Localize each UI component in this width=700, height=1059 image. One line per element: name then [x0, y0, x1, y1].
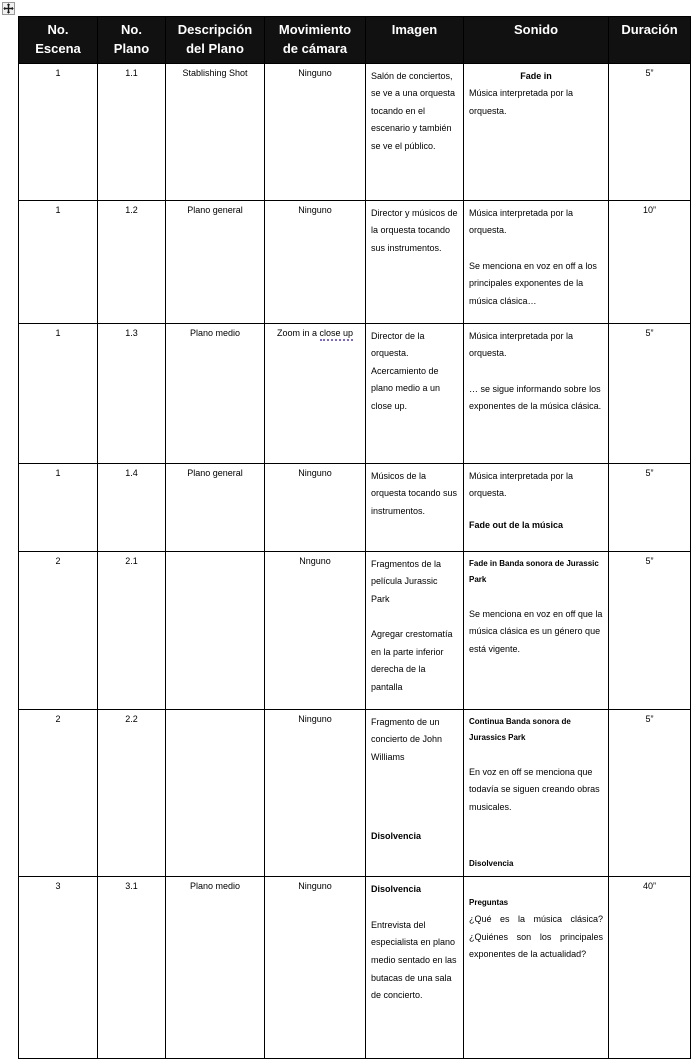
- sonido-small-bold-note: Preguntas: [469, 898, 509, 908]
- cell-escena: 2: [19, 709, 98, 877]
- movimiento-spellcheck-term[interactable]: close up: [320, 328, 354, 341]
- sonido-small-bold-note: Fade in Banda sonora de Jurassic Park: [469, 558, 599, 584]
- cell-descripcion: Plano general: [166, 463, 265, 551]
- sonido-text-2: … se sigue informando sobre los exponentes de la música clásica.: [469, 383, 602, 412]
- table-row: [19, 877, 691, 1059]
- header-line: Duración: [621, 22, 678, 37]
- cell-plano: 1.2: [98, 200, 166, 323]
- imagen-text: Fragmento de un concierto de John Williams: [371, 716, 443, 762]
- table-row: [19, 63, 691, 200]
- cell-escena: 1: [19, 200, 98, 323]
- table-header: [19, 17, 691, 64]
- cell-duracion: 5”: [609, 463, 691, 551]
- sonido-text: ¿Qué es la música clásica? ¿Quiénes son los principales exponentes de la actualidad?: [469, 914, 603, 960]
- imagen-text: Entrevista del especialista en plano medio sentado en las butacas de una sala de concierto.: [371, 919, 457, 1001]
- sonido-text: Música interpretada por la orquesta.: [469, 88, 574, 116]
- imagen-bold-note: Disolvencia: [371, 831, 422, 842]
- storyboard-document: [18, 16, 690, 1059]
- table-move-handle[interactable]: [2, 2, 15, 15]
- paragraph-spacer: [469, 503, 603, 517]
- column-header-no-escena: [19, 17, 98, 64]
- cell-imagen: [366, 63, 464, 200]
- cell-descripcion: Plano medio: [166, 877, 265, 1059]
- cell-duracion: 5”: [609, 709, 691, 877]
- cell-movimiento: Ninguno: [265, 200, 366, 323]
- cell-escena: 2: [19, 551, 98, 709]
- paragraph-spacer: [469, 881, 603, 895]
- cell-sonido: [464, 63, 609, 200]
- header-line: No.: [47, 22, 69, 37]
- imagen-text: Director y músicos de la orquesta tocando sus instrumentos.: [371, 207, 458, 253]
- cell-movimiento: Ninguno: [265, 709, 366, 877]
- header-line: Escena: [35, 40, 81, 56]
- cell-movimiento: Ninguno: [265, 63, 366, 200]
- header-line: del Plano: [186, 40, 244, 56]
- cell-sonido: [464, 877, 609, 1059]
- cell-plano: 1.4: [98, 463, 166, 551]
- cell-descripcion: Plano general: [166, 200, 265, 323]
- cell-imagen: [366, 463, 464, 551]
- cell-imagen: [366, 323, 464, 463]
- table-body: [19, 63, 691, 1059]
- cell-movimiento: Nnguno: [265, 551, 366, 709]
- cell-movimiento: [265, 323, 366, 463]
- cell-duracion: 10”: [609, 200, 691, 323]
- table-row: [19, 709, 691, 877]
- cell-movimiento: Ninguno: [265, 877, 366, 1059]
- paragraph-spacer: [469, 240, 603, 258]
- column-header-movimiento-de-camara: [265, 17, 366, 64]
- move-cross-icon: [3, 3, 14, 14]
- imagen-text-2: Agregar crestomatía en la parte inferior derecha de la pantalla: [371, 629, 453, 692]
- cell-escena: 1: [19, 63, 98, 200]
- sonido-text: Se menciona en voz en off que la música clásica es un género que está vigente.: [469, 608, 603, 654]
- header-line: Imagen: [391, 22, 438, 37]
- sonido-text: Música interpretada por la orquesta.: [469, 330, 574, 359]
- header-row: [19, 17, 691, 64]
- cell-duracion: 5”: [609, 63, 691, 200]
- sonido-title: Fade in: [520, 70, 552, 81]
- cell-plano: 3.1: [98, 877, 166, 1059]
- cell-sonido: [464, 709, 609, 877]
- sonido-text: Música interpretada por la orquesta.: [469, 207, 574, 236]
- sonido-bold-note: Fade out de la música: [469, 519, 564, 530]
- header-line: Movimiento: [278, 22, 352, 37]
- cell-duracion: 5”: [609, 551, 691, 709]
- cell-escena: 1: [19, 463, 98, 551]
- column-header-imagen: [366, 17, 464, 64]
- imagen-text: Fragmentos de la película Jurassic Park: [371, 558, 442, 604]
- table-row: [19, 200, 691, 323]
- cell-sonido: [464, 551, 609, 709]
- column-header-sonido: [464, 17, 609, 64]
- table-row: [19, 551, 691, 709]
- cell-imagen: [366, 551, 464, 709]
- header-line: Sonido: [513, 22, 559, 37]
- cell-plano: 1.1: [98, 63, 166, 200]
- table-row: [19, 463, 691, 551]
- cell-plano: 2.1: [98, 551, 166, 709]
- paragraph-spacer: [469, 816, 603, 856]
- sonido-text: Música interpretada por la orquesta.: [469, 470, 574, 499]
- cell-plano: 1.3: [98, 323, 166, 463]
- cell-sonido: [464, 463, 609, 551]
- paragraph-spacer: [469, 363, 603, 381]
- cell-descripcion: [166, 551, 265, 709]
- paragraph-spacer: [371, 608, 458, 626]
- cell-descripcion: Plano medio: [166, 323, 265, 463]
- cell-duracion: 5”: [609, 323, 691, 463]
- header-line: No.: [121, 22, 142, 37]
- paragraph-spacer: [469, 588, 603, 606]
- sonido-text: En voz en off se menciona que todavía se siguen creando obras musicales.: [469, 766, 600, 812]
- paragraph-spacer: [371, 766, 458, 828]
- column-header-descripcion-del-plano: [166, 17, 265, 64]
- header-line: Plano: [113, 40, 150, 56]
- cell-plano: 2.2: [98, 709, 166, 877]
- paragraph-spacer: [371, 899, 458, 917]
- cell-imagen: [366, 709, 464, 877]
- imagen-text: Director de la orquesta. Acercamiento de plano medio a un close up.: [371, 330, 441, 411]
- cell-descripcion: [166, 709, 265, 877]
- column-header-duracion: [609, 17, 691, 64]
- cell-imagen: [366, 200, 464, 323]
- column-header-no-plano: [98, 17, 166, 64]
- cell-escena: 3: [19, 877, 98, 1059]
- imagen-text: Salón de conciertos, se ve a una orquesta tocando en el escenario y también se ve el público.: [371, 70, 456, 151]
- imagen-bold-note: Disolvencia: [371, 884, 422, 895]
- cell-escena: 1: [19, 323, 98, 463]
- table-row: [19, 323, 691, 463]
- sonido-small-bold-note-2: Disolvencia: [469, 859, 514, 869]
- cell-imagen: [366, 877, 464, 1059]
- cell-duracion: 40”: [609, 877, 691, 1059]
- imagen-text: Músicos de la orquesta tocando sus instrumentos.: [371, 470, 458, 516]
- cell-descripcion: Stablishing Shot: [166, 63, 265, 200]
- cell-sonido: [464, 323, 609, 463]
- sonido-text-2: Se menciona en voz en off a los principales exponentes de la música clásica…: [469, 260, 597, 306]
- header-line: Descripción: [177, 22, 253, 37]
- cell-sonido: [464, 200, 609, 323]
- paragraph-spacer: [469, 746, 603, 764]
- sonido-small-bold-note: Continua Banda sonora de Jurassics Park: [469, 716, 571, 742]
- cell-movimiento: Ninguno: [265, 463, 366, 551]
- header-line: de cámara: [282, 40, 348, 56]
- movimiento-prefix: Zoom in a: [276, 327, 320, 338]
- storyboard-table: [18, 16, 691, 1059]
